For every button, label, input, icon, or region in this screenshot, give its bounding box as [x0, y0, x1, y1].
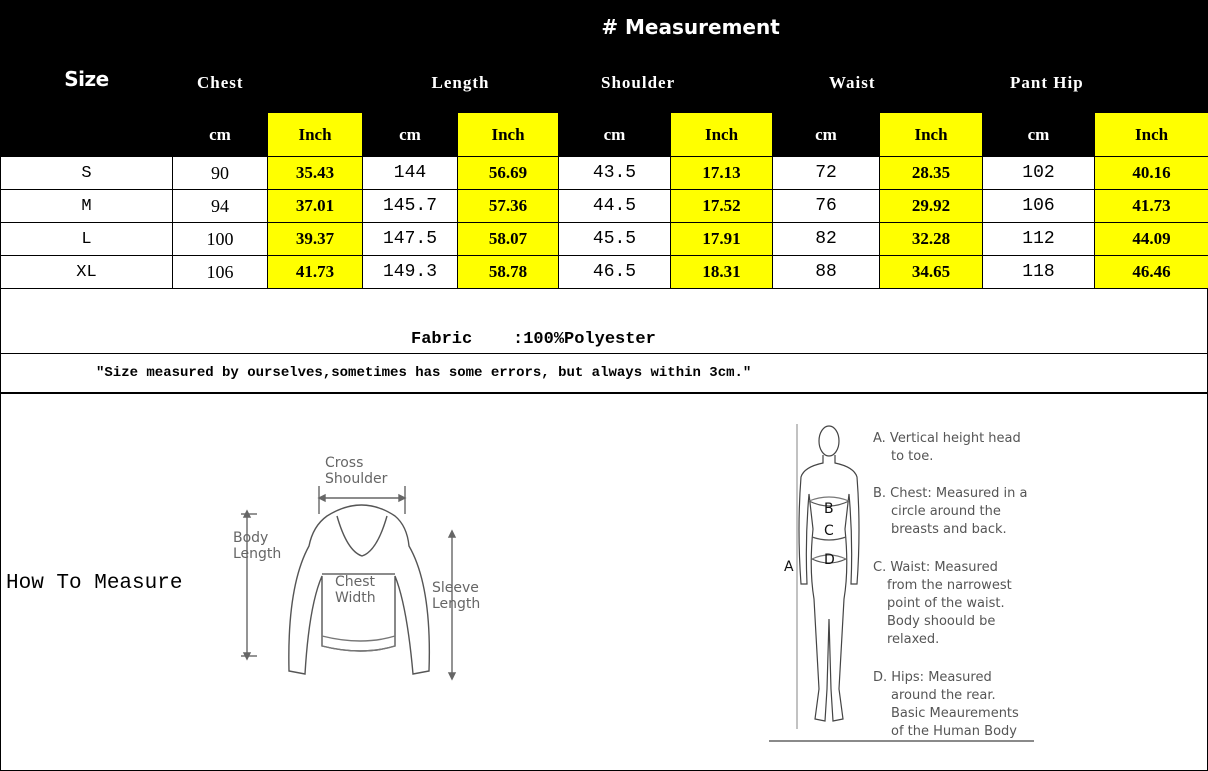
group-header-shoulder: Shoulder [559, 53, 773, 113]
note-a-line-1: A. Vertical height head [873, 431, 1021, 446]
chest-cm-cell: 100 [173, 223, 268, 256]
note-d-line-2: around the rear. [891, 688, 996, 703]
cross-shoulder-label-1: Cross [325, 456, 364, 471]
pant-hip-inch-cell: 40.16 [1095, 157, 1208, 190]
shoulder-inch-cell: 17.13 [671, 157, 773, 190]
shoulder-cm-cell: 46.5 [559, 256, 671, 289]
shoulder-cm-cell: 43.5 [559, 157, 671, 190]
how-to-measure-label: How To Measure [6, 572, 183, 595]
unit-inch-shoulder: Inch [671, 113, 773, 157]
waist-inch-cell: 28.35 [880, 157, 983, 190]
measurement-header: # Measurement [173, 1, 1208, 53]
waist-cm-cell: 72 [773, 157, 880, 190]
note-d-line-1: D. Hips: Measured [873, 670, 992, 685]
body-length-label-2: Length [233, 546, 282, 562]
size-row-s [1, 157, 1208, 190]
size-label: XL [1, 256, 173, 289]
fabric-text: Fabric :100%Polyester [411, 330, 656, 349]
waist-cm-cell: 82 [773, 223, 880, 256]
pant-hip-cm-cell: 106 [983, 190, 1095, 223]
measurement-note: "Size measured by ourselves,sometimes has some errors, but always within 3cm." [96, 365, 752, 381]
length-inch-cell: 58.07 [458, 223, 559, 256]
body-length-label-1: Body [233, 530, 269, 546]
unit-cm-waist: cm [773, 113, 880, 157]
sleeve-length-label-1: Sleeve [432, 580, 479, 596]
note-b-line-2: circle around the [891, 504, 1001, 519]
group-header-length: Length [363, 53, 559, 113]
body-letter-b: B [824, 501, 834, 517]
pant-hip-cm-cell: 102 [983, 157, 1095, 190]
unit-cm-length: cm [363, 113, 458, 157]
size-row-l [1, 223, 1208, 256]
unit-inch-length: Inch [458, 113, 559, 157]
sleeve-length-label-2: Length [432, 596, 481, 612]
body-letter-a: A [784, 559, 794, 575]
sweater-measure-sketch [227, 456, 497, 696]
unit-cm-chest: cm [173, 113, 268, 157]
note-c-line-1: C. Waist: Measured [873, 560, 998, 575]
size-rows [1, 157, 1208, 289]
cross-shoulder-label-2: Shoulder [325, 471, 388, 487]
size-label: S [1, 157, 173, 190]
unit-inch-waist: Inch [880, 113, 983, 157]
shoulder-inch-cell: 18.31 [671, 256, 773, 289]
length-inch-cell: 58.78 [458, 256, 559, 289]
waist-inch-cell: 34.65 [880, 256, 983, 289]
length-inch-cell: 56.69 [458, 157, 559, 190]
pant-hip-cm-cell: 112 [983, 223, 1095, 256]
length-cm-cell: 145.7 [363, 190, 458, 223]
note-b-line-1: B. Chest: Measured in a [873, 486, 1028, 501]
note-d-line-4: of the Human Body [891, 724, 1017, 739]
body-letter-d: D [824, 552, 835, 568]
chest-cm-cell: 94 [173, 190, 268, 223]
length-inch-cell: 57.36 [458, 190, 559, 223]
waist-inch-cell: 29.92 [880, 190, 983, 223]
shoulder-cm-cell: 45.5 [559, 223, 671, 256]
group-header-chest: Chest [173, 53, 363, 113]
how-to-measure-section [0, 393, 1208, 771]
note-d-line-3: Basic Meaurements [891, 706, 1019, 721]
unit-inch-pant-hip: Inch [1095, 113, 1208, 157]
length-cm-cell: 144 [363, 157, 458, 190]
size-column-header: Size [1, 1, 173, 157]
unit-inch-chest: Inch [268, 113, 363, 157]
shoulder-cm-cell: 44.5 [559, 190, 671, 223]
waist-inch-cell: 32.28 [880, 223, 983, 256]
spacer-row [0, 288, 1208, 323]
pant-hip-inch-cell: 46.46 [1095, 256, 1208, 289]
note-c-line-3: point of the waist. [887, 596, 1005, 611]
note-c-line-5: relaxed. [887, 632, 940, 647]
size-table [0, 0, 1208, 289]
size-label: L [1, 223, 173, 256]
group-header-waist: Waist [773, 53, 983, 113]
note-c-line-2: from the narrowest [887, 578, 1012, 593]
waist-cm-cell: 76 [773, 190, 880, 223]
length-cm-cell: 147.5 [363, 223, 458, 256]
human-body-diagram [769, 419, 1039, 749]
length-cm-cell: 149.3 [363, 256, 458, 289]
note-row [0, 354, 1208, 393]
shoulder-inch-cell: 17.91 [671, 223, 773, 256]
chest-width-label-1: Chest [335, 574, 376, 590]
shoulder-inch-cell: 17.52 [671, 190, 773, 223]
chest-width-label-2: Width [335, 590, 376, 606]
chest-cm-cell: 106 [173, 256, 268, 289]
pant-hip-inch-cell: 41.73 [1095, 190, 1208, 223]
waist-cm-cell: 88 [773, 256, 880, 289]
chest-inch-cell: 41.73 [268, 256, 363, 289]
fabric-row [0, 322, 1208, 354]
note-a-line-2: to toe. [891, 449, 934, 464]
note-b-line-3: breasts and back. [891, 522, 1007, 537]
pant-hip-cm-cell: 118 [983, 256, 1095, 289]
unit-cm-shoulder: cm [559, 113, 671, 157]
group-header-pant-hip: Pant Hip [983, 53, 1208, 113]
note-c-line-4: Body shoould be [887, 614, 996, 629]
unit-cm-pant-hip: cm [983, 113, 1095, 157]
body-letter-c: C [824, 523, 834, 539]
size-label: M [1, 190, 173, 223]
size-row-m [1, 190, 1208, 223]
chest-inch-cell: 37.01 [268, 190, 363, 223]
chest-inch-cell: 35.43 [268, 157, 363, 190]
size-row-xl [1, 256, 1208, 289]
body-outline [799, 455, 859, 721]
chest-cm-cell: 90 [173, 157, 268, 190]
chest-inch-cell: 39.37 [268, 223, 363, 256]
pant-hip-inch-cell: 44.09 [1095, 223, 1208, 256]
